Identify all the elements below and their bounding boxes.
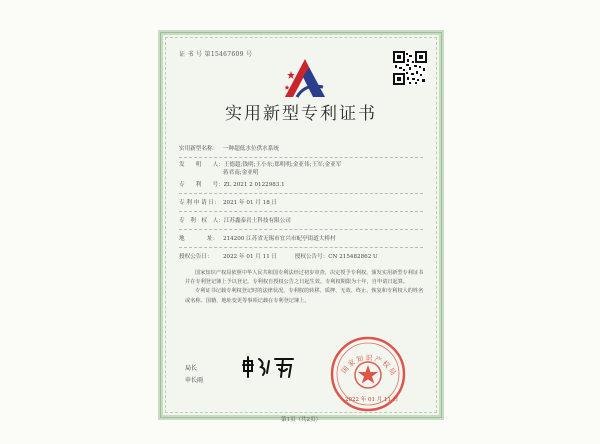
- field-value: 蒋君南;金亚明: [223, 170, 259, 176]
- field-label: 授权公告日：: [179, 254, 213, 260]
- field-address: [179, 235, 336, 243]
- divider: [179, 211, 423, 212]
- field-value: 江苏鑫泰岩土科技有限公司: [223, 218, 291, 224]
- page-footer: 第1页（共2页）: [281, 417, 321, 423]
- field-label: 实用新型名称：: [179, 146, 219, 152]
- field-publication-number: 授权公告号：CN 215482862 U: [294, 254, 378, 260]
- body-paragraph: 专利证书记载专利权登记时的法律状况。专利权的转移、质押、无效、终止、恢复和专利权人的姓名或名称、国籍、地址变更等事项记载在专利登记簿上。: [185, 288, 424, 304]
- field-utility-name: [179, 145, 279, 153]
- seal-date: 2022 年 01 月 11 日: [345, 397, 399, 403]
- field-value: 214200 江苏省无锡市宜兴市屺亭街道大桥村: [223, 236, 336, 242]
- cnipa-logo-icon: [279, 53, 331, 105]
- field-grant-date: [179, 253, 378, 261]
- field-value: 2022 年 01 月 11 日: [223, 254, 278, 260]
- field-inventors-cont: [179, 169, 258, 177]
- certificate-number: 证 书 号 第15467609 号: [179, 51, 253, 58]
- svg-text:国家知识产权局: 国家知识产权局: [339, 353, 398, 378]
- field-filing-date: [179, 199, 277, 207]
- divider: [179, 229, 423, 230]
- field-label: 发 明 人：: [179, 162, 224, 168]
- field-patent-number: [179, 181, 285, 189]
- body-paragraph: 国家知识产权局依照中华人民共和国专利法经过初步审查，决定授予专利权，颁发实用新型专利证书并在专利登记簿上予以登记。专利权自授权公告之日起生效。专利权期限为十年，自申请日起算。: [185, 270, 424, 286]
- field-inventors: [179, 161, 341, 169]
- divider: [179, 247, 423, 248]
- qr-code-icon: [393, 51, 427, 85]
- certificate-frame: [158, 30, 444, 423]
- certificate-body: [185, 269, 425, 306]
- field-label: 专 利 申 请 日：: [179, 200, 220, 206]
- field-value: 王德超;钱明;王小东;郑明明;金亚伟;王军;金亚军: [223, 162, 342, 168]
- certificate-title: 实用新型专利证书: [225, 104, 377, 124]
- field-label: 专 利 权 人：: [179, 218, 224, 224]
- field-label: 专 利 号：: [179, 182, 224, 188]
- divider: [179, 157, 423, 158]
- field-patentee: [179, 217, 291, 225]
- divider: [179, 193, 423, 194]
- signature-icon: [239, 351, 297, 381]
- field-value: 2021 年 01 月 18 日: [223, 200, 278, 206]
- field-value: 一种超低水位供水系统: [223, 146, 279, 152]
- signer-title: 局长: [185, 365, 198, 372]
- signer-name: 申长雨: [185, 377, 204, 384]
- field-value: ZL 2021 2 0122983.1: [223, 182, 285, 188]
- field-label: 地 址：: [179, 236, 219, 242]
